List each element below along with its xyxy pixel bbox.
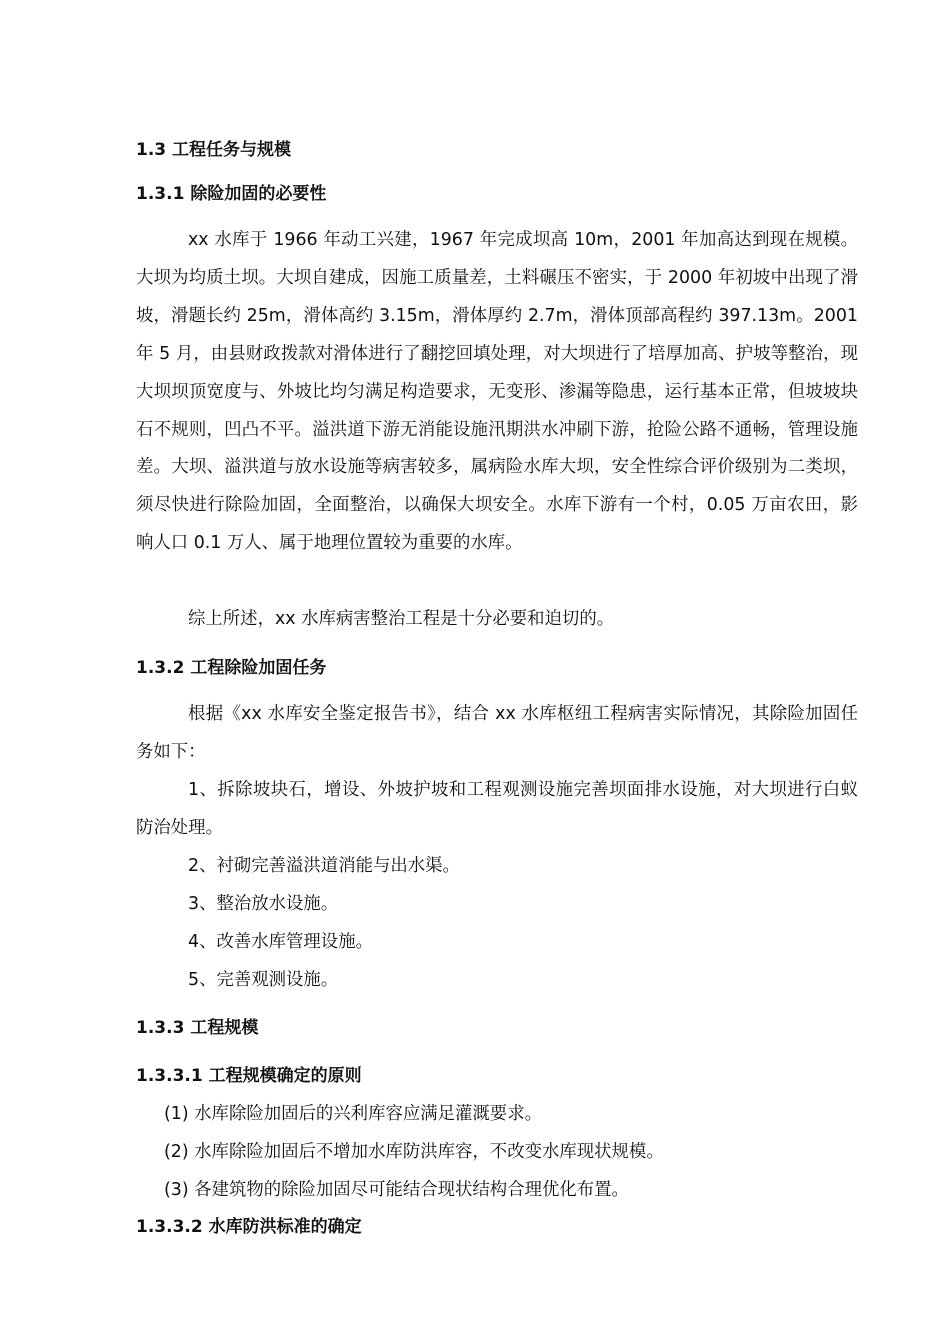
heading-1-3: 1.3 工程任务与规模 [136,140,292,160]
heading-1-3-2: 1.3.2 工程除险加固任务 [136,658,327,678]
heading-1-3-3-2: 1.3.3.2 水库防洪标准的确定 [136,1217,362,1237]
heading-1-3-3: 1.3.3 工程规模 [136,1018,259,1038]
task-item-1: 1、拆除坡块石，增设、外坡护坡和工程观测设施完善坝面排水设施，对大坝进行白蚁防治处理。 [136,780,858,838]
task-item-5: 5、完善观测设施。 [188,970,339,990]
principle-item-2: (2) 水库除险加固后不增加水库防洪库容，不改变水库现状规模。 [164,1142,664,1162]
task-item-4: 4、改善水库管理设施。 [188,932,373,952]
principle-item-3: (3) 各建筑物的除险加固尽可能结合现状结构合理优化布置。 [164,1180,629,1200]
heading-1-3-1: 1.3.1 除险加固的必要性 [136,184,327,204]
principle-item-1: (1) 水库除险加固后的兴利库容应满足灌溉要求。 [164,1104,542,1124]
heading-1-3-3-1: 1.3.3.1 工程规模确定的原则 [136,1066,362,1086]
task-item-3: 3、整治放水设施。 [188,894,339,914]
paragraph-necessity: xx 水库于 1966 年动工兴建，1967 年完成坝高 10m，2001 年加高达到现在规模。大坝为均质土坝。大坝自建成，因施工质量差，土料碾压不密实，于 2000 年初坡中出现了滑坡，滑题长约 25m，滑体高约 3.15m，滑体厚约 2.7m，滑体顶部高程约 397.13m。2001 年 5 月，由县财政拨款对滑体进行了翻挖回填处理，对大坝进行了培厚加高、护坡等整治，现大坝坝顶宽度与、外坡比均匀满足构造要求，无变形、渗漏等隐患，运行基本正常，但坡坡块石不规则，凹凸不平。溢洪道下游无消能设施汛期洪水冲刷下游，抢险公路不通畅，管理设施差。大坝、溢洪道与放水设施等病害较多，属病险水库大坝，安全性综合评价级别为二类坝，须尽快进行除险加固，全面整治，以确保大坝安全。水库下游有一个村，0.05 万亩农田，影响人口 0.1 万人、属于地理位置较为重要的水库。 [136,230,858,554]
paragraph-conclusion: 综上所述，xx 水库病害整治工程是十分必要和迫切的。 [188,609,615,629]
task-item-2: 2、衬砌完善溢洪道消能与出水渠。 [188,856,460,876]
paragraph-tasks-intro: 根据《xx 水库安全鉴定报告书》，结合 xx 水库枢纽工程病害实际情况，其除险加固任务如下： [136,704,858,762]
